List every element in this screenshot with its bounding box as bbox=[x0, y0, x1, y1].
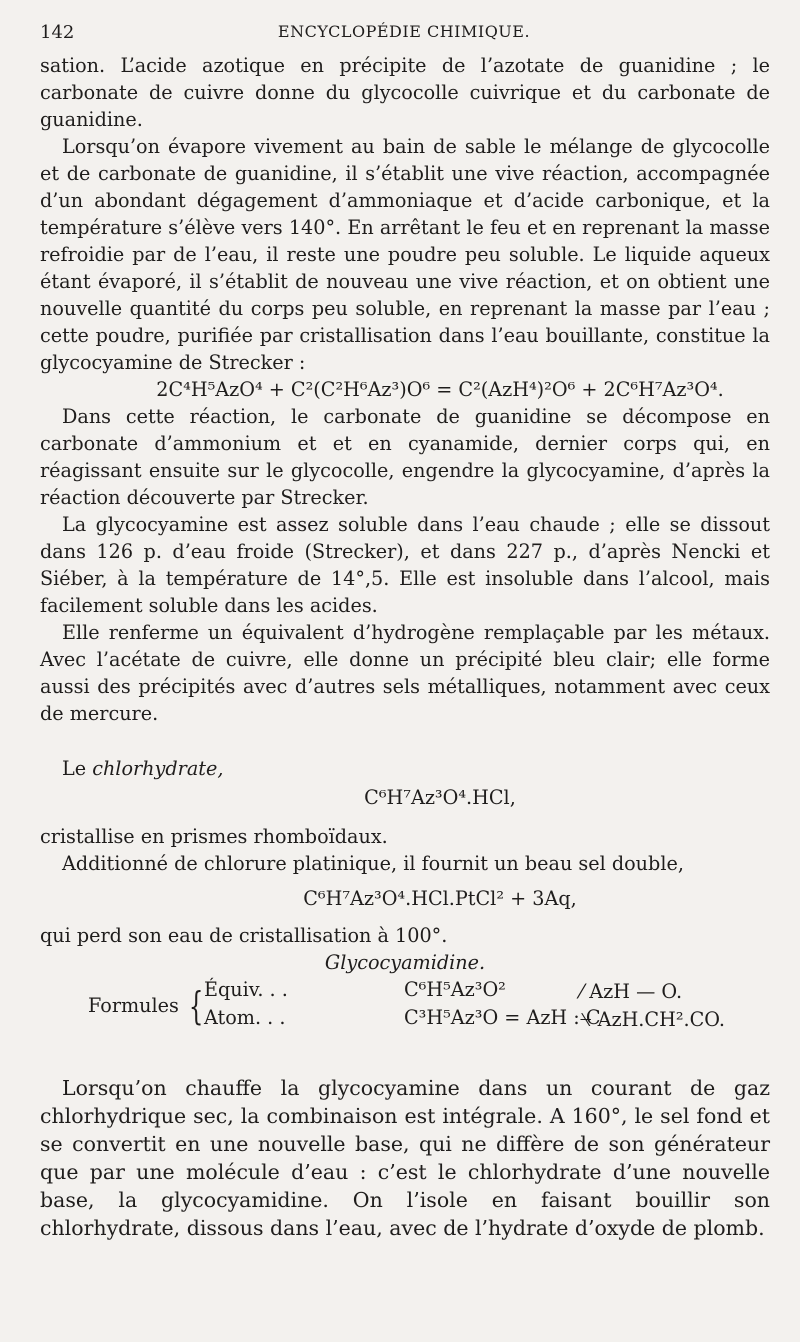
atom-formula: C³H⁵Az³O = AzH : C bbox=[404, 1006, 601, 1029]
equation: C⁶H⁷Az³O⁴.HCl.PtCl² + 3Aq, bbox=[303, 887, 577, 910]
paragraph: sation. L’acide azotique en précipite de l’azotate de guanidine ; le carbonate de cuivre donne du glycocolle cuivrique et du carbonate de guanidine. bbox=[40, 54, 770, 131]
page-number: 142 bbox=[40, 22, 75, 43]
atom-row bbox=[204, 1004, 601, 1031]
equiv-label: Équiv. . . bbox=[204, 978, 288, 1001]
italic-term: chlorhydrate, bbox=[92, 757, 224, 780]
paragraph: Dans cette réaction, le carbonate de guanidine se décompose en carbonate d’ammonium et et en cyanamide, dernier corps qui, en réagissant ensuite sur le glycocolle, engendre la glycocyamine, d’après la réaction découverte par Strecker. bbox=[40, 405, 770, 509]
atom-label: Atom. . . bbox=[204, 1006, 286, 1029]
section-title: Glycocyamidine. bbox=[324, 951, 486, 974]
paragraph: Elle renferme un équivalent d’hydrogène remplaçable par les métaux. Avec l’acétate de cuivre, elle donne un précipité bleu clair; elle forme aussi des précipités avec d’autres sels métalliques, notamment avec ceux de mercure. bbox=[40, 621, 770, 725]
paragraph: Additionné de chlorure platinique, il fournit un beau sel double, bbox=[62, 852, 684, 875]
running-title: ENCYCLOPÉDIE CHIMIQUE. bbox=[277, 22, 531, 41]
text-prefix: Le bbox=[62, 757, 93, 780]
equation: C⁶H⁷Az³O⁴.HCl, bbox=[364, 786, 516, 809]
paragraph: Lorsqu’on évapore vivement au bain de sable le mélange de glycocolle et de carbonate de guanidine, il s’établit une vive réaction, accompagnée d’un abondant dégagement d’ammoniaque et d’acide carbonique, et la température s’élève vers 140°. En arrêtant le feu et en reprenant la masse refroidie par de l’eau, il reste une poudre peu soluble. Le liquide aqueux étant évaporé, il s’établit de nouveau une vive réaction, et on obtient une nouvelle quantité du corps peu soluble, en reprenant la masse par l’eau ; cette poudre, purifiée par cristallisation dans l’eau bouillante, constitue la glycocyamine de Strecker : bbox=[40, 135, 770, 374]
paragraph: cristallise en prismes rhomboïdaux. bbox=[40, 825, 388, 848]
structure-top: ⁄ AzH — O. bbox=[580, 980, 683, 1003]
formulas-table bbox=[40, 976, 770, 1048]
structure-bottom: ⍀ AzH.CH².CO. bbox=[580, 1008, 725, 1031]
equation: 2C⁴H⁵AzO⁴ + C²(C²H⁶Az³)O⁶ = C²(AzH⁴)²O⁶ + 2C⁶H⁷Az³O⁴. bbox=[156, 378, 724, 401]
paragraph: qui perd son eau de cristallisation à 100°. bbox=[40, 924, 448, 947]
paragraph: La glycocyamine est assez soluble dans l’eau chaude ; elle se dissout dans 126 p. d’eau froide (Strecker), et dans 227 p., d’après Nencki et Siéber, à la température de 14°,5. Elle est insoluble dans l’alcool, mais facilement soluble dans les acides. bbox=[40, 513, 770, 617]
paragraph: Lorsqu’on chauffe la glycocyamine dans un courant de gaz chlorhydrique sec, la combinaison est intégrale. A 160°, le sel fond et se convertit en une nouvelle base, qui ne diffère de son générateur que par une molécule d’eau : c’est le chlorhydrate d’une nouvelle base, la glycocyamidine. On l’isole en faisant bouillir son chlorhydrate, dissous dans l’eau, avec de l’hydrate d’oxyde de plomb. bbox=[40, 1076, 770, 1240]
page-header bbox=[40, 22, 768, 46]
formulas-label: Formules bbox=[88, 994, 179, 1017]
equiv-row bbox=[204, 976, 506, 1003]
brace-glyph: { bbox=[188, 984, 204, 1028]
paragraph bbox=[40, 755, 770, 782]
equiv-formula: C⁶H⁵Az³O² bbox=[404, 978, 506, 1001]
page-body bbox=[40, 52, 770, 1242]
